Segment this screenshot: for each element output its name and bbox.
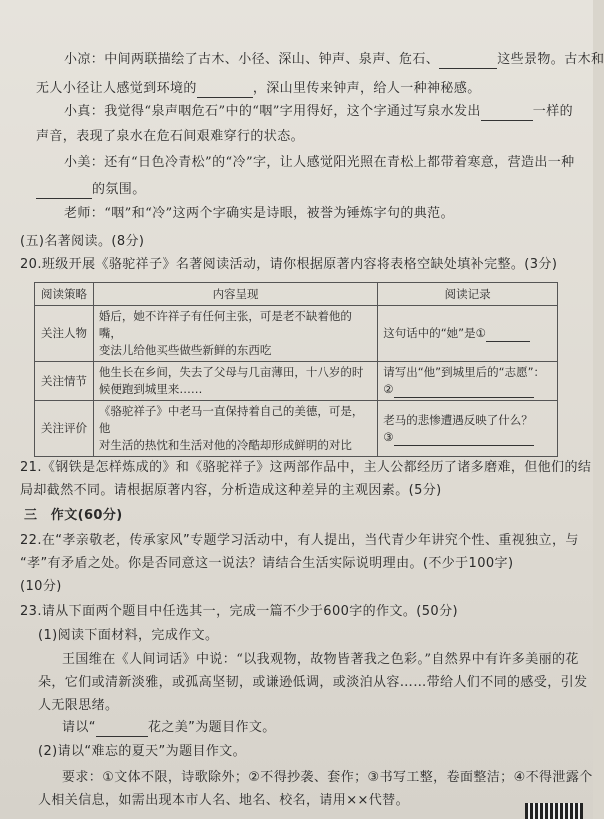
passage-text: 小美：还有“日色冷青松”的“冷”字，让人感觉阳光照在青松上都带着寒意，营造出一种	[64, 155, 575, 170]
table-header: 内容呈现	[93, 283, 377, 306]
table-row	[35, 362, 558, 401]
material-line: 人无限思绪。	[38, 698, 119, 713]
table-header: 阅读策略	[35, 283, 94, 306]
record-text: ②	[383, 382, 394, 396]
table-header: 阅读记录	[378, 283, 558, 306]
answer-blank[interactable]	[394, 383, 534, 398]
option-1-title	[62, 719, 276, 737]
question-20: 20.班级开展《骆驼祥子》名著阅读活动，请你根据原著内容将表格空缺处填补完整。(3分)	[20, 257, 558, 272]
requirements-cont: 人相关信息，如需出现本市人名、地名、校名，请用××代替。	[38, 793, 409, 808]
question-22-score: (10分)	[20, 579, 62, 594]
answer-blank[interactable]	[394, 431, 534, 446]
passage-line	[64, 205, 454, 223]
answer-blank	[197, 83, 253, 98]
question-23: 23.请从下面两个题目中任选其一，完成一篇不少于600字的作文。(50分)	[20, 604, 458, 619]
record-line	[383, 429, 552, 446]
content-line: 对生活的热忱和生活对他的冷酷却形成鲜明的对比	[98, 438, 352, 452]
passage-line	[36, 128, 304, 146]
strategy-cell: 关注评价	[35, 401, 94, 457]
title-text: 花之美”为题目作文。	[147, 720, 276, 735]
content-line: 《骆驼祥子》中老马一直保持着自己的美德，可是，他	[98, 404, 364, 435]
record-cell[interactable]	[378, 306, 558, 362]
content-line: 候便跑到城里来……	[98, 382, 203, 396]
record-line: 老马的悲惨遭遇反映了什么？	[383, 412, 533, 427]
record-line	[383, 325, 552, 342]
passage-line	[64, 51, 604, 69]
option-2: (2)请以“难忘的夏天”为题目作文。	[38, 744, 247, 759]
answer-blank[interactable]	[486, 327, 530, 342]
question-21: 21.《钢铁是怎样炼成的》和《骆驼祥子》这两部作品中，主人公都经历了诸多磨难，但他们的结	[20, 460, 592, 475]
passage-line	[64, 154, 575, 172]
passage-text: ，深山里传来钟声，给人一种神秘感。	[252, 81, 481, 96]
strategy-cell: 关注人物	[35, 306, 94, 362]
answer-blank	[439, 54, 497, 69]
passage-line	[64, 103, 573, 121]
record-cell[interactable]	[378, 401, 558, 457]
passage-text: 小真：我觉得“泉声咽危石”中的“咽”字用得好，这个字通过写泉水发出	[64, 104, 481, 119]
answer-blank	[36, 184, 92, 199]
passage-line	[36, 181, 146, 199]
strategy-cell: 关注情节	[35, 362, 94, 401]
option-1: (1)阅读下面材料，完成作文。	[38, 628, 219, 643]
content-line: 他生长在乡间，失去了父母与几亩薄田，十八岁的时	[98, 365, 364, 379]
passage-text: 的氛围。	[92, 182, 146, 197]
question-22: 22.在“孝亲敬老，传承家风”专题学习活动中，有人提出，当代青少年讲究个性、重视独立，与	[20, 533, 579, 548]
table-row	[35, 401, 558, 457]
passage-text: 无人小径让人感觉到环境的	[36, 81, 197, 96]
passage-text: 声音，表现了泉水在危石间艰难穿行的状态。	[36, 129, 305, 144]
material-line: 朵，它们或清新淡雅，或孤高坚韧，或谦逊低调，或淡泊从容……带给人们不同的感受，引发	[38, 675, 588, 690]
question-22-cont: “孝”有矛盾之处。你是否同意这一说法？请结合生活实际说明理由。(不少于100字)	[20, 556, 514, 571]
content-line: 婚后，她不许祥子有任何主张，可是老不缺着他的嘴，	[98, 309, 352, 340]
content-cell	[93, 362, 377, 401]
record-line: 请写出“他”到城里后的“志愿”：	[383, 365, 546, 379]
record-cell[interactable]	[378, 362, 558, 401]
qr-code-icon	[525, 803, 583, 819]
table-row	[35, 306, 558, 362]
record-line	[383, 381, 552, 398]
record-text: 这句话中的“她”是①	[383, 326, 486, 340]
passage-text: 一样的	[532, 104, 573, 119]
content-cell	[93, 306, 377, 362]
passage-text: 老师：“咽”和“冷”这两个字确实是诗眼，被誉为锤炼字句的典范。	[64, 206, 454, 221]
section-heading: 三 作文(60分)	[24, 508, 123, 523]
title-text: 请以“	[62, 720, 96, 735]
answer-blank	[481, 106, 533, 121]
content-line: 变法儿给他买些做些新鲜的东西吃	[98, 343, 272, 357]
record-text: ③	[383, 429, 394, 444]
passage-line	[36, 80, 481, 98]
question-21-cont: 局却截然不同。请根据原著内容，分析造成这种差异的主观因素。(5分)	[20, 483, 442, 498]
table-header-row	[35, 283, 558, 306]
title-blank	[96, 722, 148, 737]
reading-table	[34, 282, 558, 457]
passage-text: 这些景物。古木和	[497, 52, 604, 67]
section-heading: (五)名著阅读。(8分)	[20, 234, 145, 249]
requirements: 要求：①文体不限，诗歌除外；②不得抄袭、套作；③书写工整，卷面整洁；④不得泄露个	[62, 770, 593, 785]
content-cell	[93, 401, 377, 457]
material-line: 王国维在《人间词话》中说：“以我观物，故物皆著我之色彩。”自然界中有许多美丽的花	[62, 652, 579, 667]
passage-text: 小凉：中间两联描绘了古木、小径、深山、钟声、泉声、危石、	[64, 52, 440, 67]
